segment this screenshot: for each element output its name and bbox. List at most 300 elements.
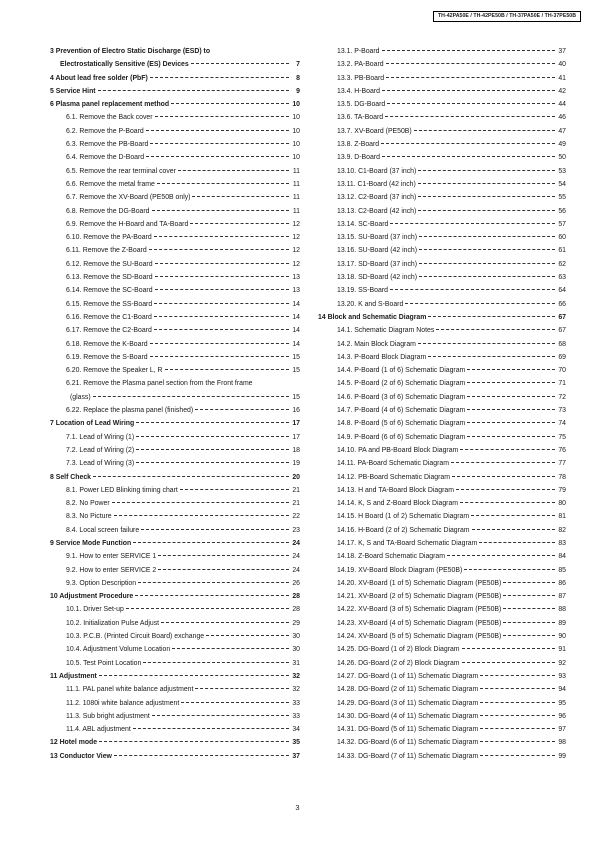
- toc-entry-label: 14.12. PB-Board Schematic Diagram: [337, 473, 450, 481]
- toc-dot-leader: [419, 263, 555, 264]
- toc-dot-leader: [133, 542, 289, 543]
- toc-subsection-entry[interactable]: [318, 670, 566, 683]
- toc-dot-leader: [138, 582, 289, 583]
- toc-subsection-entry[interactable]: [318, 550, 566, 563]
- toc-section-entry[interactable]: [50, 537, 300, 550]
- toc-dot-leader: [428, 356, 555, 357]
- toc-dot-leader: [467, 436, 555, 437]
- toc-entry-page: 80: [558, 500, 566, 508]
- toc-entry-page: 22: [292, 513, 300, 521]
- toc-entry-page: 15: [292, 367, 300, 375]
- toc-section-entry[interactable]: [50, 72, 300, 85]
- toc-entry-page: 62: [558, 260, 566, 268]
- toc-dot-leader: [462, 662, 555, 663]
- toc-dot-leader: [480, 715, 555, 716]
- toc-dot-leader: [428, 316, 555, 317]
- toc-entry-page: 67: [558, 313, 566, 321]
- toc-entry-page: 85: [558, 566, 566, 574]
- toc-dot-leader: [480, 702, 555, 703]
- toc-dot-leader: [150, 143, 289, 144]
- toc-dot-leader: [503, 582, 555, 583]
- toc-subsection-entry[interactable]: [318, 471, 566, 484]
- toc-dot-leader: [503, 635, 555, 636]
- toc-subsection-entry[interactable]: [318, 377, 566, 390]
- toc-entry-page: 64: [558, 287, 566, 295]
- toc-dot-leader: [126, 608, 289, 609]
- toc-dot-leader: [135, 595, 289, 596]
- toc-entry-label: 10.3. P.C.B. (Printed Circuit Board) exchange: [66, 633, 205, 641]
- toc-entry-page: 79: [558, 486, 566, 494]
- toc-subsection-entry[interactable]: [318, 404, 566, 417]
- toc-entry-label: 14.16. H-Board (2 of 2) Schematic Diagram: [337, 526, 470, 534]
- toc-subsection-entry[interactable]: [50, 298, 300, 311]
- toc-entry-page: 42: [558, 87, 566, 95]
- toc-subsection-entry[interactable]: [50, 484, 300, 497]
- toc-dot-leader: [464, 569, 555, 570]
- toc-entry-page: 40: [558, 61, 566, 69]
- toc-dot-leader: [390, 289, 555, 290]
- toc-entry-label: 14.17. K, S and TA-Board Schematic Diagram: [337, 539, 478, 547]
- toc-section-entry[interactable]: [50, 590, 300, 603]
- toc-dot-leader: [467, 369, 555, 370]
- toc-subsection-entry[interactable]: [50, 630, 300, 643]
- toc-entry-page: 24: [292, 566, 300, 574]
- toc-entry-label: 10.4. Adjustment Volume Location: [66, 646, 171, 654]
- toc-subsection-entry[interactable]: [318, 364, 566, 377]
- toc-subsection-entry[interactable]: [50, 324, 300, 337]
- toc-dot-leader: [133, 728, 289, 729]
- toc-entry-label: 10 Adjustment Procedure: [50, 593, 134, 601]
- toc-subsection-entry[interactable]: [50, 351, 300, 364]
- toc-entry-page: 41: [558, 74, 566, 82]
- toc-subsection-entry[interactable]: [318, 151, 566, 164]
- toc-subsection-entry[interactable]: [50, 338, 300, 351]
- toc-subsection-entry[interactable]: [318, 683, 566, 696]
- toc-dot-leader: [99, 675, 289, 676]
- toc-entry-label: 4 About lead free solder (PbF): [50, 74, 148, 82]
- toc-subsection-entry[interactable]: [318, 657, 566, 670]
- toc-entry-page: 66: [558, 300, 566, 308]
- toc-entry-page: 49: [558, 141, 566, 149]
- toc-subsection-entry[interactable]: [318, 417, 566, 430]
- toc-dot-leader: [387, 103, 555, 104]
- toc-dot-leader: [155, 263, 289, 264]
- toc-dot-leader: [418, 210, 555, 211]
- toc-dot-leader: [436, 329, 555, 330]
- toc-subsection-entry[interactable]: [318, 72, 566, 85]
- toc-subsection-entry[interactable]: [50, 218, 300, 231]
- toc-entry-page: 69: [558, 353, 566, 361]
- toc-entry-page: 10: [292, 154, 300, 162]
- toc-entry-page: 16: [292, 407, 300, 415]
- toc-subsection-entry[interactable]: [50, 284, 300, 297]
- toc-entry-page: 23: [292, 526, 300, 534]
- toc-subsection-entry[interactable]: [50, 165, 300, 178]
- toc-subsection-entry[interactable]: [318, 178, 566, 191]
- toc-dot-leader: [414, 130, 555, 131]
- toc-subsection-entry[interactable]: [318, 45, 566, 58]
- toc-entry-label: 8.2. No Power: [66, 500, 110, 508]
- toc-dot-leader: [467, 422, 555, 423]
- toc-entry-label: 6 Plasma panel replacement method: [50, 101, 170, 109]
- toc-entry-page: 11: [292, 167, 300, 175]
- toc-subsection-entry[interactable]: [318, 710, 566, 723]
- toc-entry-label: 11.1. PAL panel white balance adjustment: [66, 686, 194, 694]
- toc-section-entry[interactable]: [50, 670, 300, 683]
- toc-subsection-entry[interactable]: [50, 377, 300, 390]
- toc-section-entry[interactable]: [50, 98, 300, 111]
- toc-entry-label: 14 Block and Schematic Diagram: [318, 313, 427, 321]
- toc-entry-label: 13.8. Z-Board: [337, 141, 380, 149]
- toc-subsection-entry[interactable]: [50, 603, 300, 616]
- toc-subsection-entry[interactable]: [50, 258, 300, 271]
- toc-dot-leader: [419, 249, 555, 250]
- toc-dot-leader: [181, 702, 289, 703]
- toc-subsection-entry[interactable]: [50, 138, 300, 151]
- toc-entry-page: 53: [558, 167, 566, 175]
- toc-subsection-entry[interactable]: [318, 338, 566, 351]
- toc-subsection-entry[interactable]: [318, 138, 566, 151]
- toc-entry-page: 12: [292, 234, 300, 242]
- toc-dot-leader: [382, 50, 555, 51]
- toc-entry-page: 71: [558, 380, 566, 388]
- toc-entry-label: 13.7. XV-Board (PE50B): [337, 127, 412, 135]
- toc-dot-leader: [418, 343, 555, 344]
- toc-entry-label: 14.11. PA-Board Schematic Diagram: [337, 460, 449, 468]
- toc-section-entry[interactable]: [50, 45, 300, 58]
- toc-entry-page: 29: [292, 619, 300, 627]
- toc-subsection-entry[interactable]: [318, 258, 566, 271]
- toc-dot-leader: [390, 223, 555, 224]
- toc-dot-leader: [149, 249, 289, 250]
- toc-dot-leader: [154, 329, 289, 330]
- toc-subsection-entry[interactable]: [50, 364, 300, 377]
- toc-entry-label: 12 Hotel mode: [50, 739, 98, 747]
- toc-dot-leader: [171, 103, 289, 104]
- toc-entry-label: 14.32. DG-Board (6 of 11) Schematic Diagram: [337, 739, 479, 747]
- toc-subsection-entry[interactable]: [318, 697, 566, 710]
- toc-entry-label: 13.16. SU-Board (42 inch): [337, 247, 418, 255]
- toc-subsection-entry[interactable]: [50, 404, 300, 417]
- toc-dot-leader: [386, 77, 555, 78]
- toc-entry-label: 8.3. No Picture: [66, 513, 112, 521]
- toc-dot-leader: [405, 303, 555, 304]
- toc-subsection-entry[interactable]: [318, 736, 566, 749]
- toc-dot-leader: [382, 156, 555, 157]
- toc-dot-leader: [480, 675, 555, 676]
- toc-entry-page: 87: [558, 593, 566, 601]
- toc-subsection-entry[interactable]: [50, 191, 300, 204]
- toc-dot-leader: [386, 63, 555, 64]
- toc-entry-label: 14.15. H Board (1 of 2) Schematic Diagram: [337, 513, 470, 521]
- toc-entry-label: 11.4. ABL adjustment: [66, 726, 131, 734]
- toc-entry-page: 68: [558, 340, 566, 348]
- toc-dot-leader: [195, 688, 289, 689]
- toc-entry-page: 21: [292, 500, 300, 508]
- toc-subsection-entry[interactable]: [318, 284, 566, 297]
- toc-dot-leader: [467, 382, 555, 383]
- toc-subsection-entry[interactable]: [318, 271, 566, 284]
- toc-subsection-entry[interactable]: [318, 298, 566, 311]
- toc-entry-page: 13: [292, 287, 300, 295]
- toc-entry-page: 63: [558, 274, 566, 282]
- toc-subsection-entry[interactable]: [318, 324, 566, 337]
- toc-subsection-entry[interactable]: [50, 510, 300, 523]
- toc-subsection-entry[interactable]: [318, 497, 566, 510]
- toc-entry-label: 14.3. P-Board Block Diagram: [337, 353, 427, 361]
- toc-dot-leader: [480, 688, 555, 689]
- toc-subsection-entry[interactable]: [318, 537, 566, 550]
- toc-dot-leader: [152, 210, 290, 211]
- toc-entry-label: 6.7. Remove the XV-Board (PE50B only): [66, 194, 191, 202]
- toc-subsection-entry[interactable]: [318, 205, 566, 218]
- toc-subsection-entry[interactable]: [318, 351, 566, 364]
- toc-subsection-entry[interactable]: [50, 657, 300, 670]
- toc-subsection-entry[interactable]: [318, 191, 566, 204]
- toc-subsection-entry[interactable]: [50, 151, 300, 164]
- toc-dot-leader: [141, 529, 289, 530]
- page-number: 3: [295, 803, 300, 812]
- toc-entry-label: 14.2. Main Block Diagram: [337, 340, 416, 348]
- toc-dot-leader: [114, 755, 289, 756]
- toc-dot-leader: [460, 449, 555, 450]
- toc-entry-label: 13.18. SD-Board (42 inch): [337, 274, 418, 282]
- toc-entry-page: 14: [292, 300, 300, 308]
- toc-dot-leader: [472, 529, 555, 530]
- toc-entry-page: 84: [558, 553, 566, 561]
- toc-entry-page: 10: [292, 141, 300, 149]
- toc-section-entry[interactable]: [50, 750, 300, 763]
- toc-entry-page: 32: [292, 672, 300, 680]
- toc-subsection-entry[interactable]: [50, 391, 300, 404]
- toc-entry-page: 56: [558, 207, 566, 215]
- toc-subsection-entry[interactable]: [318, 750, 566, 763]
- toc-dot-leader: [143, 662, 289, 663]
- toc-entry-label: 13.1. P-Board: [337, 48, 380, 55]
- toc-subsection-entry[interactable]: [318, 431, 566, 444]
- toc-subsection-entry[interactable]: [50, 444, 300, 457]
- toc-subsection-entry[interactable]: [318, 218, 566, 231]
- toc-entry-label: 6.9. Remove the H-Board and TA-Board: [66, 220, 189, 228]
- toc-entry-label: 14.1. Schematic Diagram Notes: [337, 327, 435, 335]
- toc-entry-label: 14.6. P-Board (3 of 6) Schematic Diagram: [337, 393, 466, 401]
- toc-dot-leader: [419, 236, 555, 237]
- toc-subsection-entry[interactable]: [318, 244, 566, 257]
- toc-entry-page: 30: [292, 633, 300, 641]
- toc-dot-leader: [155, 116, 289, 117]
- toc-entry-label: 6.15. Remove the SS-Board: [66, 300, 153, 308]
- toc-dot-leader: [447, 555, 555, 556]
- toc-dot-leader: [382, 90, 555, 91]
- toc-entry-page: 67: [558, 327, 566, 335]
- toc-dot-leader: [136, 449, 289, 450]
- toc-subsection-entry[interactable]: [50, 723, 300, 736]
- toc-subsection-entry[interactable]: [318, 111, 566, 124]
- toc-entry-label: 14.28. DG-Board (2 of 11) Schematic Diagram: [337, 686, 479, 694]
- toc-subsection-entry[interactable]: [50, 111, 300, 124]
- toc-entry-label: 14.21. XV-Board (2 of 5) Schematic Diagram (PE50B): [337, 593, 502, 601]
- toc-dot-leader: [146, 156, 289, 157]
- toc-subsection-entry[interactable]: [318, 577, 566, 590]
- toc-subsection-entry[interactable]: [318, 524, 566, 537]
- toc-subsection-entry[interactable]: [318, 165, 566, 178]
- toc-entry-label: 14.5. P-Board (2 of 6) Schematic Diagram: [337, 380, 466, 388]
- toc-subsection-entry[interactable]: [50, 431, 300, 444]
- toc-dot-leader: [418, 196, 555, 197]
- toc-entry-page: 60: [558, 234, 566, 242]
- toc-entry-page: 89: [558, 619, 566, 627]
- toc-entry-label: 13.12. C2-Board (37 inch): [337, 194, 417, 202]
- toc-section-entry[interactable]: [50, 736, 300, 749]
- toc-entry-page: 46: [558, 114, 566, 122]
- toc-entry-label: 6.14. Remove the SC-Board: [66, 287, 153, 295]
- toc-entry-label: 10.2. Initialization Pulse Adjust: [66, 619, 160, 627]
- toc-subsection-entry[interactable]: [318, 125, 566, 138]
- toc-subsection-entry[interactable]: [50, 231, 300, 244]
- toc-entry-page: 98: [558, 739, 566, 747]
- toc-subsection-entry[interactable]: [50, 550, 300, 563]
- toc-entry-label: 14.23. XV-Board (4 of 5) Schematic Diagram (PE50B): [337, 619, 502, 627]
- toc-subsection-entry[interactable]: [50, 244, 300, 257]
- toc-entry-page: 24: [292, 539, 300, 547]
- toc-subsection-entry[interactable]: [318, 391, 566, 404]
- toc-dot-leader: [112, 502, 289, 503]
- toc-entry-label: 14.24. XV-Board (5 of 5) Schematic Diagram (PE50B): [337, 633, 502, 641]
- toc-section-entry[interactable]: [50, 58, 300, 71]
- toc-section-entry[interactable]: [318, 311, 566, 324]
- toc-entry-label: 6.1. Remove the Back cover: [66, 114, 153, 122]
- toc-subsection-entry[interactable]: [50, 178, 300, 191]
- toc-subsection-entry[interactable]: [318, 603, 566, 616]
- toc-subsection-entry[interactable]: [318, 231, 566, 244]
- toc-entry-label: 14.10. PA and PB-Board Block Diagram: [337, 446, 459, 454]
- toc-entry-page: 33: [292, 699, 300, 707]
- toc-subsection-entry[interactable]: [318, 643, 566, 656]
- toc-dot-leader: [480, 741, 555, 742]
- toc-subsection-entry[interactable]: [318, 484, 566, 497]
- toc-dot-leader: [418, 183, 555, 184]
- toc-subsection-entry[interactable]: [318, 723, 566, 736]
- toc-subsection-entry[interactable]: [50, 497, 300, 510]
- toc-entry-label: 7 Location of Lead Wiring: [50, 420, 135, 428]
- toc-entry-page: 12: [292, 260, 300, 268]
- toc-dot-leader: [467, 409, 555, 410]
- toc-subsection-entry[interactable]: [318, 590, 566, 603]
- toc-entry-label: 8.4. Local screen failure: [66, 526, 140, 534]
- toc-entry-label: 13.19. SS-Board: [337, 287, 388, 295]
- toc-section-entry[interactable]: [50, 471, 300, 484]
- toc-entry-page: 15: [292, 393, 300, 401]
- toc-dot-leader: [180, 489, 289, 490]
- toc-entry-page: 11: [292, 180, 300, 188]
- toc-dot-leader: [418, 170, 555, 171]
- toc-entry-page: 20: [292, 473, 300, 481]
- toc-entry-page: 37: [292, 752, 300, 760]
- toc-subsection-entry[interactable]: [50, 564, 300, 577]
- toc-subsection-entry[interactable]: [318, 58, 566, 71]
- toc-subsection-entry[interactable]: [318, 98, 566, 111]
- toc-dot-leader: [178, 170, 289, 171]
- toc-section-entry[interactable]: [50, 417, 300, 430]
- toc-dot-leader: [191, 63, 289, 64]
- toc-subsection-entry[interactable]: [318, 630, 566, 643]
- toc-entry-page: 81: [558, 513, 566, 521]
- toc-entry-label: (glass): [70, 393, 91, 401]
- toc-subsection-entry[interactable]: [50, 643, 300, 656]
- toc-entry-label: 10.1. Driver Set-up: [66, 606, 124, 614]
- toc-dot-leader: [460, 502, 555, 503]
- toc-entry-page: 32: [292, 686, 300, 694]
- toc-entry-page: 90: [558, 633, 566, 641]
- toc-entry-page: 34: [292, 726, 300, 734]
- toc-entry-label: 6.18. Remove the K-Board: [66, 340, 148, 348]
- toc-entry-page: 50: [558, 154, 566, 162]
- toc-entry-label: 14.20. XV-Board (1 of 5) Schematic Diagram (PE50B): [337, 579, 502, 587]
- toc-dot-leader: [419, 276, 555, 277]
- toc-subsection-entry[interactable]: [50, 697, 300, 710]
- toc-entry-label: 13.10. C1-Board (37 inch): [337, 167, 417, 175]
- toc-entry-label: 14.22. XV-Board (3 of 5) Schematic Diagram (PE50B): [337, 606, 502, 614]
- toc-entry-page: 55: [558, 194, 566, 202]
- toc-subsection-entry[interactable]: [318, 510, 566, 523]
- toc-subsection-entry[interactable]: [50, 617, 300, 630]
- toc-entry-page: 44: [558, 101, 566, 109]
- toc-entry-page: 13: [292, 274, 300, 282]
- toc-entry-page: 94: [558, 686, 566, 694]
- toc-entry-page: 95: [558, 699, 566, 707]
- toc-subsection-entry[interactable]: [318, 444, 566, 457]
- toc-subsection-entry[interactable]: [50, 205, 300, 218]
- toc-entry-page: 83: [558, 539, 566, 547]
- toc-entry-label: 14.27. DG-Board (1 of 11) Schematic Diagram: [337, 672, 479, 680]
- toc-entry-page: 10: [292, 114, 300, 122]
- toc-dot-leader: [157, 183, 289, 184]
- toc-entry-label: 11.2. 1080i white balance adjustment: [66, 699, 180, 707]
- toc-entry-label: 14.9. P-Board (6 of 6) Schematic Diagram: [337, 433, 466, 441]
- toc-column-right: [318, 45, 566, 763]
- toc-subsection-entry[interactable]: [50, 524, 300, 537]
- toc-entry-label: 6.11. Remove the Z-Board: [66, 247, 147, 255]
- toc-entry-page: 17: [292, 433, 300, 441]
- toc-dot-leader: [136, 462, 289, 463]
- toc-subsection-entry[interactable]: [50, 710, 300, 723]
- toc-subsection-entry[interactable]: [318, 564, 566, 577]
- toc-entry-page: 9: [296, 87, 300, 95]
- toc-entry-page: 14: [292, 340, 300, 348]
- toc-entry-label: 13.2. PA-Board: [337, 61, 384, 69]
- toc-entry-label: 7.3. Lead of Wiring (3): [66, 460, 135, 468]
- toc-subsection-entry[interactable]: [50, 577, 300, 590]
- toc-entry-label: 13.3. PB-Board: [337, 74, 385, 82]
- toc-subsection-entry[interactable]: [50, 311, 300, 324]
- toc-subsection-entry[interactable]: [318, 85, 566, 98]
- toc-dot-leader: [479, 542, 555, 543]
- toc-subsection-entry[interactable]: [318, 457, 566, 470]
- toc-dot-leader: [154, 303, 289, 304]
- toc-entry-label: 14.4. P-Board (1 of 6) Schematic Diagram: [337, 367, 466, 375]
- toc-entry-label: 9.3. Option Description: [66, 579, 137, 587]
- toc-subsection-entry[interactable]: [50, 457, 300, 470]
- toc-subsection-entry[interactable]: [50, 125, 300, 138]
- toc-entry-page: 86: [558, 579, 566, 587]
- toc-dot-leader: [190, 223, 289, 224]
- toc-section-entry[interactable]: [50, 85, 300, 98]
- toc-subsection-entry[interactable]: [50, 683, 300, 696]
- toc-entry-label: 13.17. SD-Board (37 inch): [337, 260, 418, 268]
- toc-subsection-entry[interactable]: [318, 617, 566, 630]
- document-header: TH-42PA50E / TH-42PE50B / TH-37PA50E / TH-37PE50B: [433, 11, 581, 22]
- toc-subsection-entry[interactable]: [50, 271, 300, 284]
